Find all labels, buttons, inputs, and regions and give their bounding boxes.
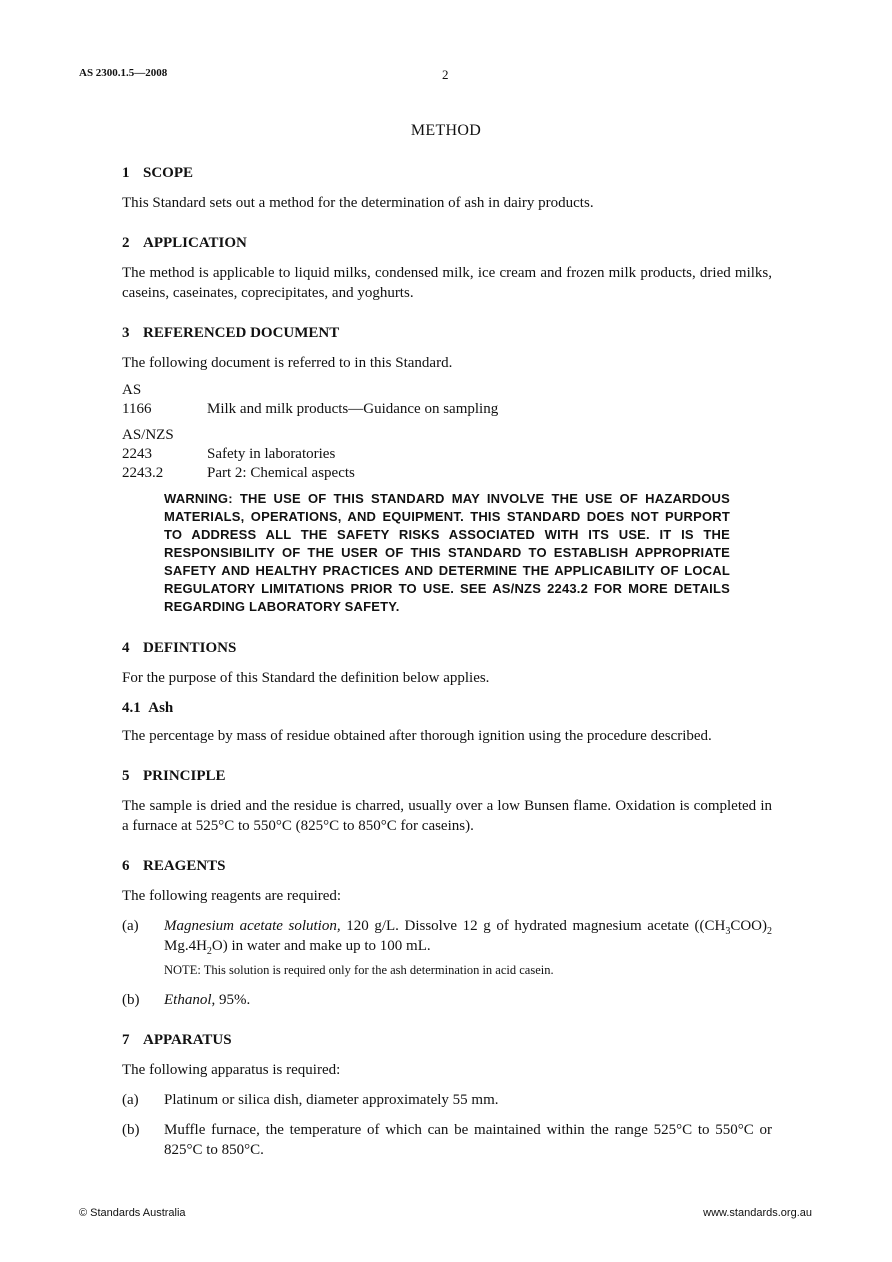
footer-website-link[interactable]: www.standards.org.au: [703, 1207, 812, 1219]
apparatus-description: Platinum or silica dish, diameter approximately 55 mm.: [164, 1092, 499, 1108]
ref-title: Part 2: Chemical aspects: [207, 465, 355, 481]
section-heading-application: 2 APPLICATION: [122, 235, 247, 251]
page-title: METHOD: [410, 122, 482, 139]
subsection-heading-ash: 4.1 Ash: [122, 700, 174, 716]
definitions-intro: For the purpose of this Standard the definition below applies.: [122, 670, 490, 686]
ref-title: Safety in laboratories: [207, 446, 336, 462]
ref-row: [122, 400, 772, 419]
reagent-description: Ethanol, 95%.: [164, 992, 251, 1008]
ref-row: [122, 445, 772, 464]
section-heading-apparatus: 7 APPARATUS: [122, 1032, 232, 1048]
ref-number: 2243: [122, 446, 152, 462]
ref-number: 1166: [122, 401, 152, 417]
item-label: (b): [122, 1122, 140, 1138]
safety-warning: WARNING: THE USE OF THIS STANDARD MAY INVOLVE THE USE OF HAZARDOUS MATERIALS, OPERATIONS, AND EQUIPMENT. THIS STANDARD DOES NOT PURPORT TO ADDRESS ALL THE SAFETY RISKS ASSOCIATED WITH ITS USE. IT IS THE RESPONSIBILITY OF THE USER OF THIS STANDARD TO ESTABLISH APPROPRIATE SAFETY AND HEALTHY PRACTICES AND DETERMINE THE APPLICABILITY OF LOCAL REGULATORY LIMITATIONS PRIOR TO USE. SEE AS/NZS 2243.2 FOR MORE DETAILS REGARDING LABORATORY SAFETY.: [164, 491, 730, 614]
scope-text: This Standard sets out a method for the determination of ash in dairy products.: [122, 195, 594, 211]
section-heading-principle: 5 PRINCIPLE: [122, 768, 226, 784]
ref-group-asnzs: [122, 426, 772, 483]
section-heading-scope: 1 SCOPE: [122, 165, 194, 181]
referenced-intro: The following document is referred to in this Standard.: [122, 355, 453, 371]
section-heading-referenced-document: 3 REFERENCED DOCUMENT: [122, 325, 340, 341]
apparatus-item: [122, 1120, 772, 1160]
ref-number: 2243.2: [122, 465, 164, 481]
apparatus-description: Muffle furnace, the temperature of which can be maintained within the range 525°C to 550°C or 825°C to 850°C.: [164, 1122, 772, 1158]
section-heading-definitions: 4 DEFINTIONS: [122, 640, 237, 656]
reagent-note: NOTE: This solution is required only for the ash determination in acid casein.: [164, 963, 554, 977]
item-label: (b): [122, 992, 140, 1008]
principle-text: The sample is dried and the residue is charred, usually over a low Bunsen flame. Oxidation is completed in a furnace at 525°C to 550°C (825°C to 850°C for caseins).: [122, 798, 772, 834]
section-heading-reagents: 6 REAGENTS: [122, 858, 226, 874]
ref-org: AS/NZS: [122, 427, 174, 443]
footer-copyright: © Standards Australia: [79, 1207, 186, 1219]
reagent-description: Magnesium acetate solution, 120 g/L. Dissolve 12 g of hydrated magnesium acetate ($(CH_3COO)_2$ $Mg.4H_2O$) in water and make up to 100 mL.: [164, 918, 772, 957]
document-body: [122, 163, 772, 1170]
application-text: The method is applicable to liquid milks, condensed milk, ice cream and frozen milk products, dried milks, caseins, caseinates, coprecipitates, and yoghurts.: [122, 265, 772, 301]
ref-org: AS: [122, 382, 142, 398]
item-label: (a): [122, 1092, 139, 1108]
reagents-intro: The following reagents are required:: [122, 888, 342, 904]
page-number: 2: [442, 67, 449, 82]
ref-title: Milk and milk products—Guidance on sampling: [207, 401, 499, 417]
reagent-item: [122, 916, 772, 980]
ash-definition-text: The percentage by mass of residue obtained after thorough ignition using the procedure described.: [122, 728, 712, 744]
standard-number: AS 2300.1.5—2008: [79, 67, 168, 79]
apparatus-intro: The following apparatus is required:: [122, 1062, 341, 1078]
item-label: (a): [122, 918, 139, 934]
ref-row: [122, 464, 772, 483]
ref-group-as: [122, 381, 772, 419]
reagent-item: [122, 990, 772, 1010]
apparatus-item: [122, 1090, 772, 1110]
